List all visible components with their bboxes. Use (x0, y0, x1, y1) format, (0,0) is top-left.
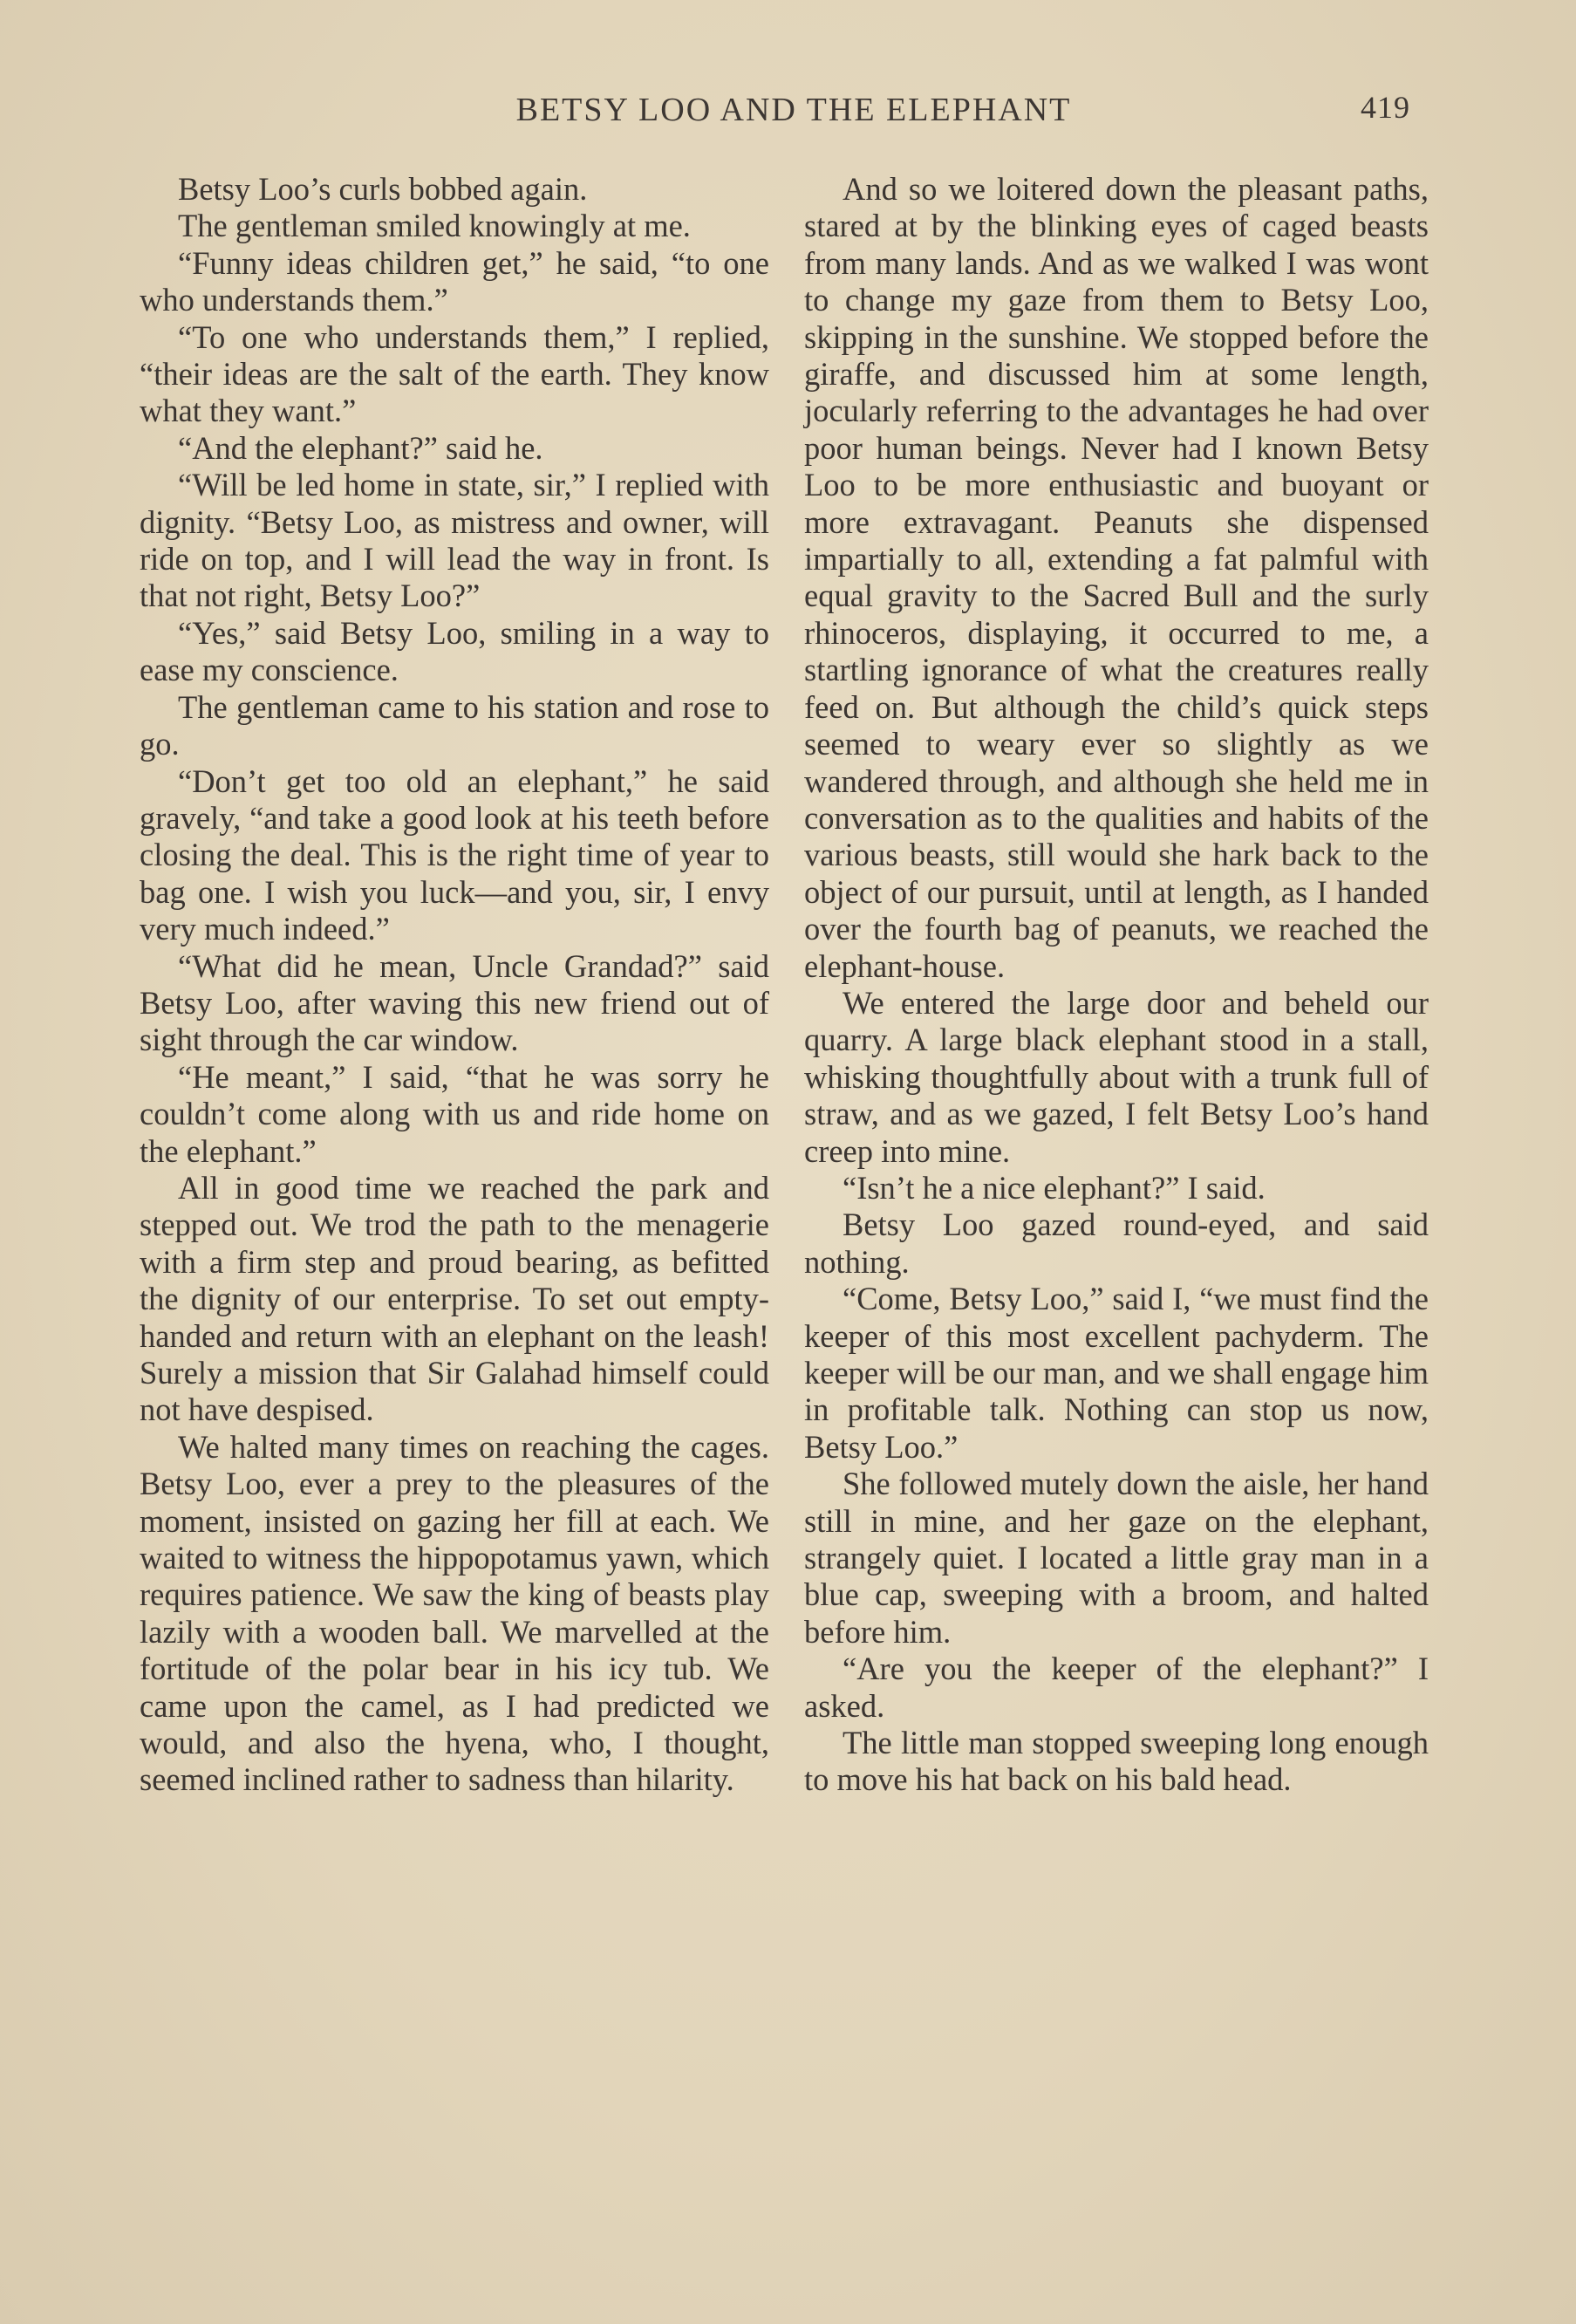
paragraph: “Come, Betsy Loo,” said I, “we must find the keeper of this most excellent pachyderm. The keeper will be our man, and we shall engage him in profitable talk. Nothing can stop us now, Betsy Loo.” (804, 1281, 1429, 1465)
paragraph: “He meant,” I said, “that he was sorry he couldn’t come along with us and ride home on the elephant.” (140, 1058, 769, 1169)
paragraph: “Yes,” said Betsy Loo, smiling in a way to ease my conscience. (140, 614, 769, 688)
paragraph: She followed mutely down the aisle, her hand still in mine, and her gaze on the elephant, strangely quiet. I located a little gray man in a blue cap, sweeping with a broom, and halted before him. (804, 1466, 1429, 1650)
paragraph: “Funny ideas children get,” he said, “to one who understands them.” (140, 244, 769, 318)
page-number: 419 (1361, 90, 1410, 125)
paragraph: All in good time we reached the park and stepped out. We trod the path to the menagerie with a firm step and proud bearing, as befitted the dignity of our enterprise. To set out empty-handed and return with an elephant on the leash! Surely a mission that Sir Galahad himself could not have despised. (140, 1169, 769, 1428)
paragraph: “And the elephant?” said he. (178, 429, 543, 466)
paragraph: We halted many times on reaching the cages. Betsy Loo, ever a prey to the pleasures of the moment, insisted on gazing her fill at each. We waited to witness the hippopotamus yawn, which requires patience. We saw the king of beasts play lazily with a wooden ball. We marvelled at the fortitude of the polar bear in his icy tub. We came upon the camel, as I had predicted we would, and also the hyena, who, I thought, seemed inclined rather to sadness than hilarity. (140, 1428, 769, 1798)
paragraph: “What did he mean, Uncle Grandad?” said Betsy Loo, after waving this new friend out of sight through the car window. (140, 947, 769, 1058)
paragraph: Betsy Loo’s curls bobbed again. (178, 171, 588, 207)
right-column (804, 171, 1429, 1799)
left-column (140, 171, 769, 1799)
page-header (0, 85, 1576, 138)
paragraph: The gentleman smiled knowingly at me. (178, 208, 691, 244)
paragraph: And so we loitered down the pleasant paths, stared at by the blinking eyes of caged beasts from many lands. And as we walked I was wont to change my gaze from them to Betsy Loo, skipping in the sunshine. We stopped before the giraffe, and discussed him at some length, jocularly referring to the advantages he had over poor human beings. Never had I known Betsy Loo to be more enthusiastic and buoyant or more extravagant. Peanuts she dispensed impartially to all, extending a fat palmful with equal gravity to the Sacred Bull and the surly rhinoceros, displaying, it occurred to me, a startling ignorance of what the creatures really feed on. But although the child’s quick steps seemed to weary ever so slightly as we wandered through, and although she held me in conversation as to the qualities and habits of the various beasts, still would she hark back to the object of our pursuit, until at length, as I handed over the fourth bag of peanuts, we reached the elephant-house. (804, 171, 1429, 984)
paragraph: “To one who understands them,” I replied, “their ideas are the salt of the earth. They know what they want.” (140, 318, 769, 429)
paragraph: “Will be led home in state, sir,” I replied with dignity. “Betsy Loo, as mistress and owner, will ride on top, and I will lead the way in front. Is that not right, Betsy Loo?” (140, 467, 769, 614)
paragraph: We entered the large door and beheld our quarry. A large black elephant stood in a stall, whisking thoughtfully about with a trunk full of straw, and as we gazed, I felt Betsy Loo’s hand creep into mine. (804, 984, 1429, 1169)
paragraph: The gentleman came to his station and rose to go. (140, 688, 769, 762)
paragraph: Betsy Loo gazed round-eyed, and said nothing. (804, 1206, 1429, 1280)
paragraph: The little man stopped sweeping long enough to move his hat back on his bald head. (804, 1725, 1429, 1798)
paragraph: “Are you the keeper of the elephant?” I asked. (804, 1651, 1429, 1724)
running-title: BETSY LOO AND THE ELEPHANT (515, 92, 1072, 128)
paragraph: “Isn’t he a nice elephant?” I said. (843, 1169, 1266, 1206)
paragraph: “Don’t get too old an elephant,” he said gravely, “and take a good look at his teeth before closing the deal. This is the right time of year to bag one. I wish you luck—and you, sir, I envy very much indeed.” (140, 762, 769, 947)
